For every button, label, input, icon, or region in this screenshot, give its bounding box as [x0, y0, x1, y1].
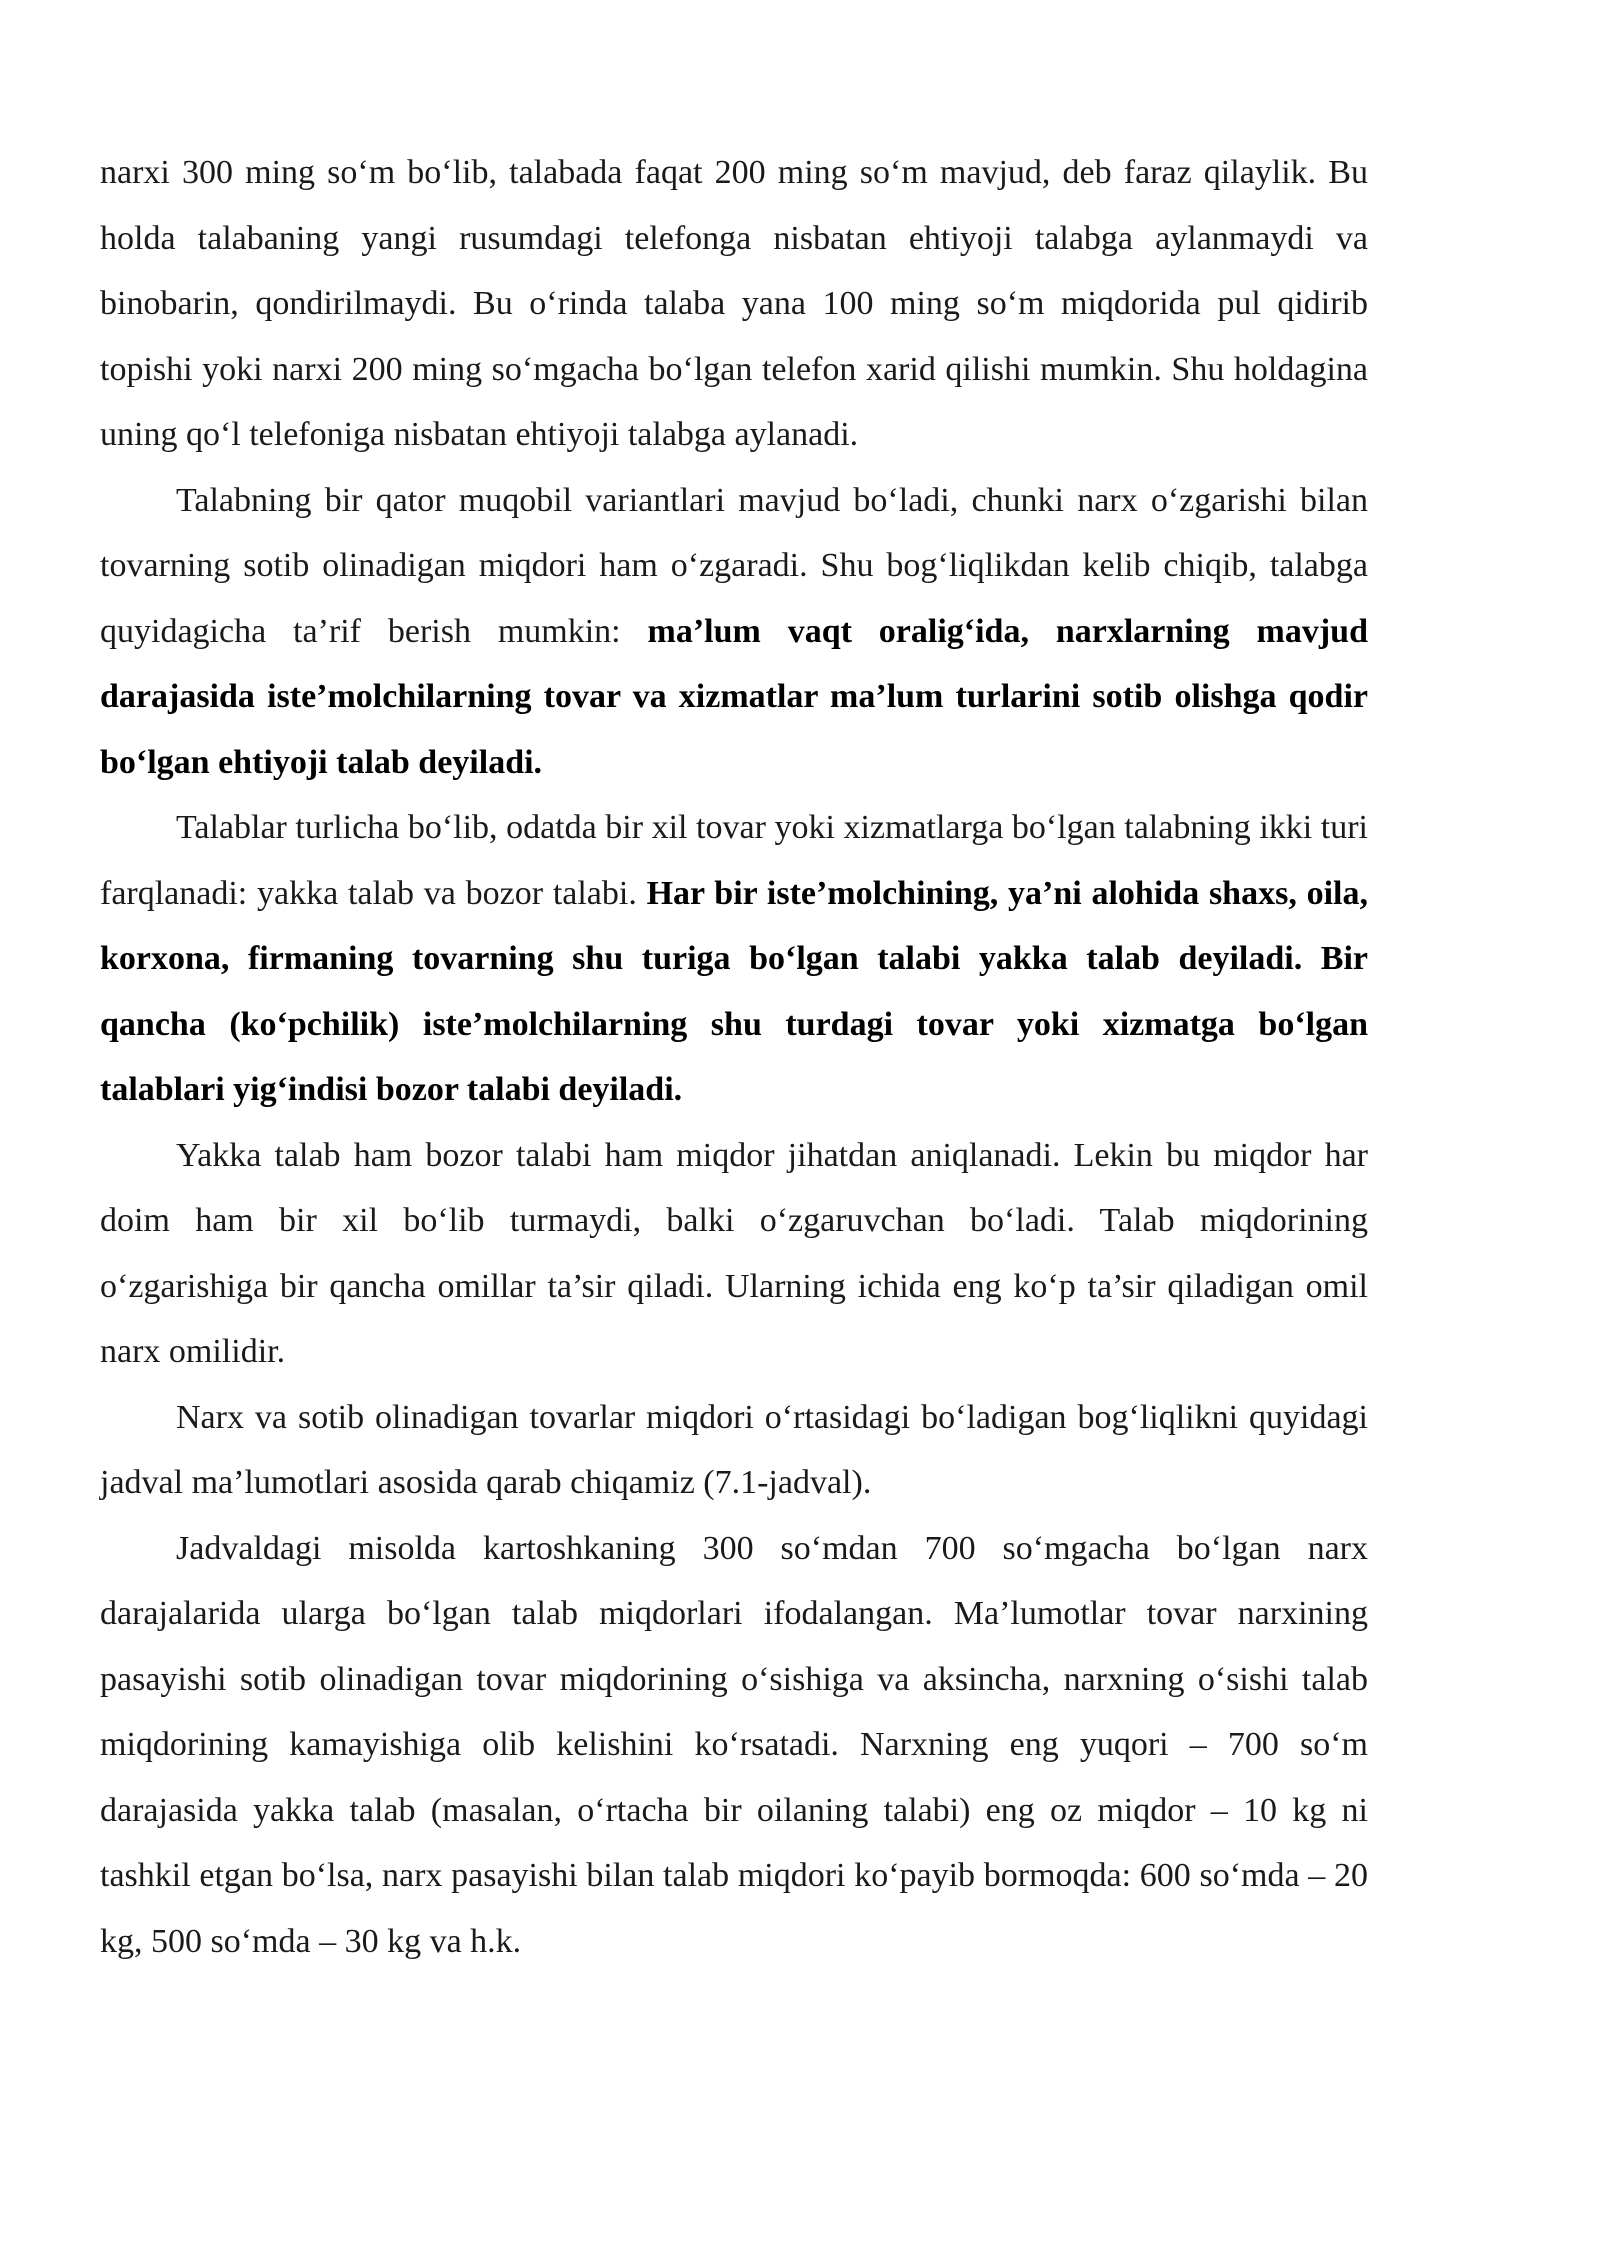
paragraph-text: narxi 300 ming so‘m bo‘lib, talabada faqat 200 ming so‘m mavjud, deb faraz qilaylik. Bu holda talabaning yangi rusumdagi telefonga nisbatan ehtiyoji talabga aylanmaydi va binobarin, qondirilmaydi. Bu o‘rinda talaba yana 100 ming so‘m miqdorida pul qidirib topishi yoki narxi 200 ming so‘mgacha bo‘lgan telefon xarid qilishi mumkin. Shu holdagina uning qo‘l telefoniga nisbatan ehtiyoji talabga aylanadi. [100, 154, 1368, 453]
paragraph-text: Talabning bir qator muqobil variantlari mavjud bo‘ladi, chunki narx o‘zgarishi bilan tovarning sotib olinadigan miqdori ham o‘zgaradi. Shu bog‘liqlikdan kelib chiqib, talabga quyidagicha ta’rif berish mumkin: [100, 481, 1368, 650]
paragraph-1 [100, 140, 1368, 468]
definition-bold-text: ma’lum vaqt oralig‘ida, narxlarning mavjud darajasida iste’molchilarning tovar va xizmatlar ma’lum turlarini sotib olishga qodir bo‘lgan ehtiyoji talab deyiladi. [100, 612, 1368, 781]
paragraph-4 [100, 1123, 1368, 1385]
paragraph-text: Talablar turlicha bo‘lib, odatda bir xil tovar yoki xizmatlarga bo‘lgan talabning ikki turi farqlanadi: yakka talab va bozor talabi. [100, 809, 1368, 912]
document-page [100, 140, 1368, 1974]
paragraph-3 [100, 795, 1368, 1123]
paragraph-text: Narx va sotib olinadigan tovarlar miqdori o‘rtasidagi bo‘ladigan bog‘liqlikni quyidagi jadval ma’lumotlari asosida qarab chiqamiz (7.1-jadval). [100, 1398, 1368, 1501]
paragraph-2 [100, 468, 1368, 796]
paragraph-text: Yakka talab ham bozor talabi ham miqdor jihatdan aniqlanadi. Lekin bu miqdor har doim ham bir xil bo‘lib turmaydi, balki o‘zgaruvchan bo‘ladi. Talab miqdorining o‘zgarishiga bir qancha omillar ta’sir qiladi. Ularning ichida eng ko‘p ta’sir qiladigan omil narx omilidir. [100, 1136, 1368, 1370]
paragraph-6 [100, 1516, 1368, 1975]
definition-bold-text: Har bir iste’molchining, ya’ni alohida shaxs, oila, korxona, firmaning tovarning shu turiga bo‘lgan talabi yakka talab deyiladi. Bir qancha (ko‘pchilik) iste’molchilarning shu turdagi tovar yoki xizmatga bo‘lgan talablari yig‘indisi bozor talabi deyiladi. [100, 874, 1368, 1108]
paragraph-5 [100, 1385, 1368, 1516]
paragraph-text: Jadvaldagi misolda kartoshkaning 300 so‘mdan 700 so‘mgacha bo‘lgan narx darajalarida ularga bo‘lgan talab miqdorlari ifodalangan. Ma’lumotlar tovar narxining pasayishi sotib olinadigan tovar miqdorining o‘sishiga va aksincha, narxning o‘sishi talab miqdorining kamayishiga olib kelishini ko‘rsatadi. Narxning eng yuqori – 700 so‘m darajasida yakka talab (masalan, o‘rtacha bir oilaning talabi) eng oz miqdor – 10 kg ni tashkil etgan bo‘lsa, narx pasayishi bilan talab miqdori ko‘payib bormoqda: 600 so‘mda – 20 kg, 500 so‘mda – 30 kg va h.k. [100, 1529, 1368, 1960]
